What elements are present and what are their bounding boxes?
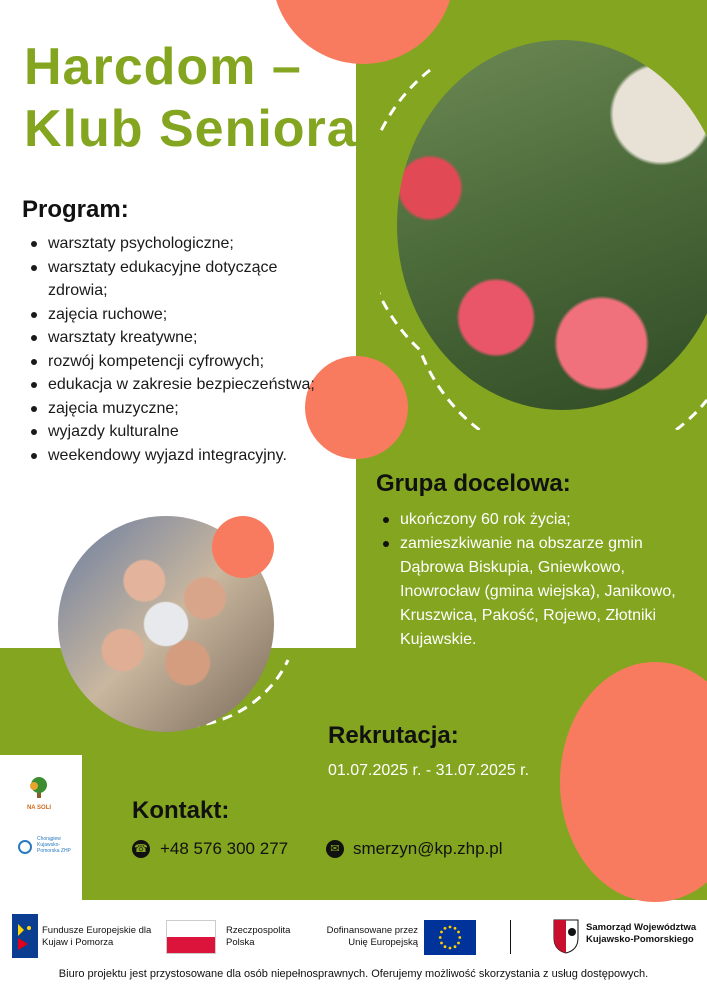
zhp-icon [18, 840, 32, 854]
recruitment-heading: Rekrutacja: [328, 722, 459, 749]
list-item: ukończony 60 rok życia; [376, 508, 686, 532]
region-label: Samorząd Województwa Kujawsko-Pomorskiego [586, 922, 697, 945]
target-group-list [376, 508, 686, 652]
region-coat-of-arms-icon [552, 918, 580, 954]
fe-flag-icon [12, 914, 38, 958]
logo-fundusze-europejskie [12, 914, 38, 958]
list-item: zajęcia muzyczne; [24, 397, 324, 421]
zhp-text: Chorągiew Kujawsko-Pomorska ZHP [37, 836, 71, 854]
page-title [24, 36, 357, 160]
list-item: zajęcia ruchowe; [24, 303, 324, 327]
photo-senior-with-flowers [397, 40, 707, 410]
tree-icon [24, 776, 54, 800]
logo-zhp [18, 836, 80, 860]
target-group-heading: Grupa docelowa: [376, 470, 571, 497]
coral-circle-small [212, 516, 274, 578]
list-item: warsztaty edukacyjne dotyczące zdrowia; [24, 256, 324, 303]
list-item: zamieszkiwanie na obszarze gmin Dąbrowa Biskupia, Gniewkowo, Inowrocław (gmina wiejska), Janikowo, Kruszwica, Pakość, Rojewo, Złotniki Kujawskie. [376, 532, 686, 652]
list-item: rozwój kompetencji cyfrowych; [24, 350, 324, 374]
list-item: wyjazdy kulturalne [24, 420, 324, 444]
rp-label: Rzeczpospolita Polska [226, 925, 291, 948]
contact-phone[interactable]: +48 576 300 277 [160, 839, 289, 858]
logo-na-soli-text: NA SOLI [26, 805, 52, 811]
accessibility-note: Biuro projektu jest przystosowane dla osób niepełnosprawnych. Oferujemy możliwość skorzystania z usług dostępowych. [58, 968, 649, 980]
eu-flag-icon [424, 920, 476, 955]
contact-email[interactable]: smerzyn@kp.zhp.pl [353, 839, 503, 858]
polish-flag-icon [166, 920, 216, 954]
contact-heading: Kontakt: [132, 797, 230, 824]
title-line-2: Klub Seniora [24, 100, 357, 158]
title-line-1: Harcdom – [24, 38, 302, 96]
fe-label: Fundusze Europejskie dla Kujaw i Pomorza [42, 925, 152, 948]
eu-label: Dofinansowane przez Unię Europejską [326, 925, 418, 948]
logos-divider [510, 920, 511, 954]
list-item: weekendowy wyjazd integracyjny. [24, 444, 324, 468]
program-heading: Program: [22, 196, 129, 223]
program-list [24, 232, 324, 467]
mail-icon: ✉ [326, 840, 344, 858]
phone-icon: ☎ [132, 840, 150, 858]
list-item: warsztaty kreatywne; [24, 326, 324, 350]
list-item: warsztaty psychologiczne; [24, 232, 324, 256]
recruitment-dates: 01.07.2025 r. - 31.07.2025 r. [328, 762, 530, 779]
list-item: edukacja w zakresie bezpieczeństwa; [24, 373, 324, 397]
logo-na-soli [24, 776, 54, 812]
